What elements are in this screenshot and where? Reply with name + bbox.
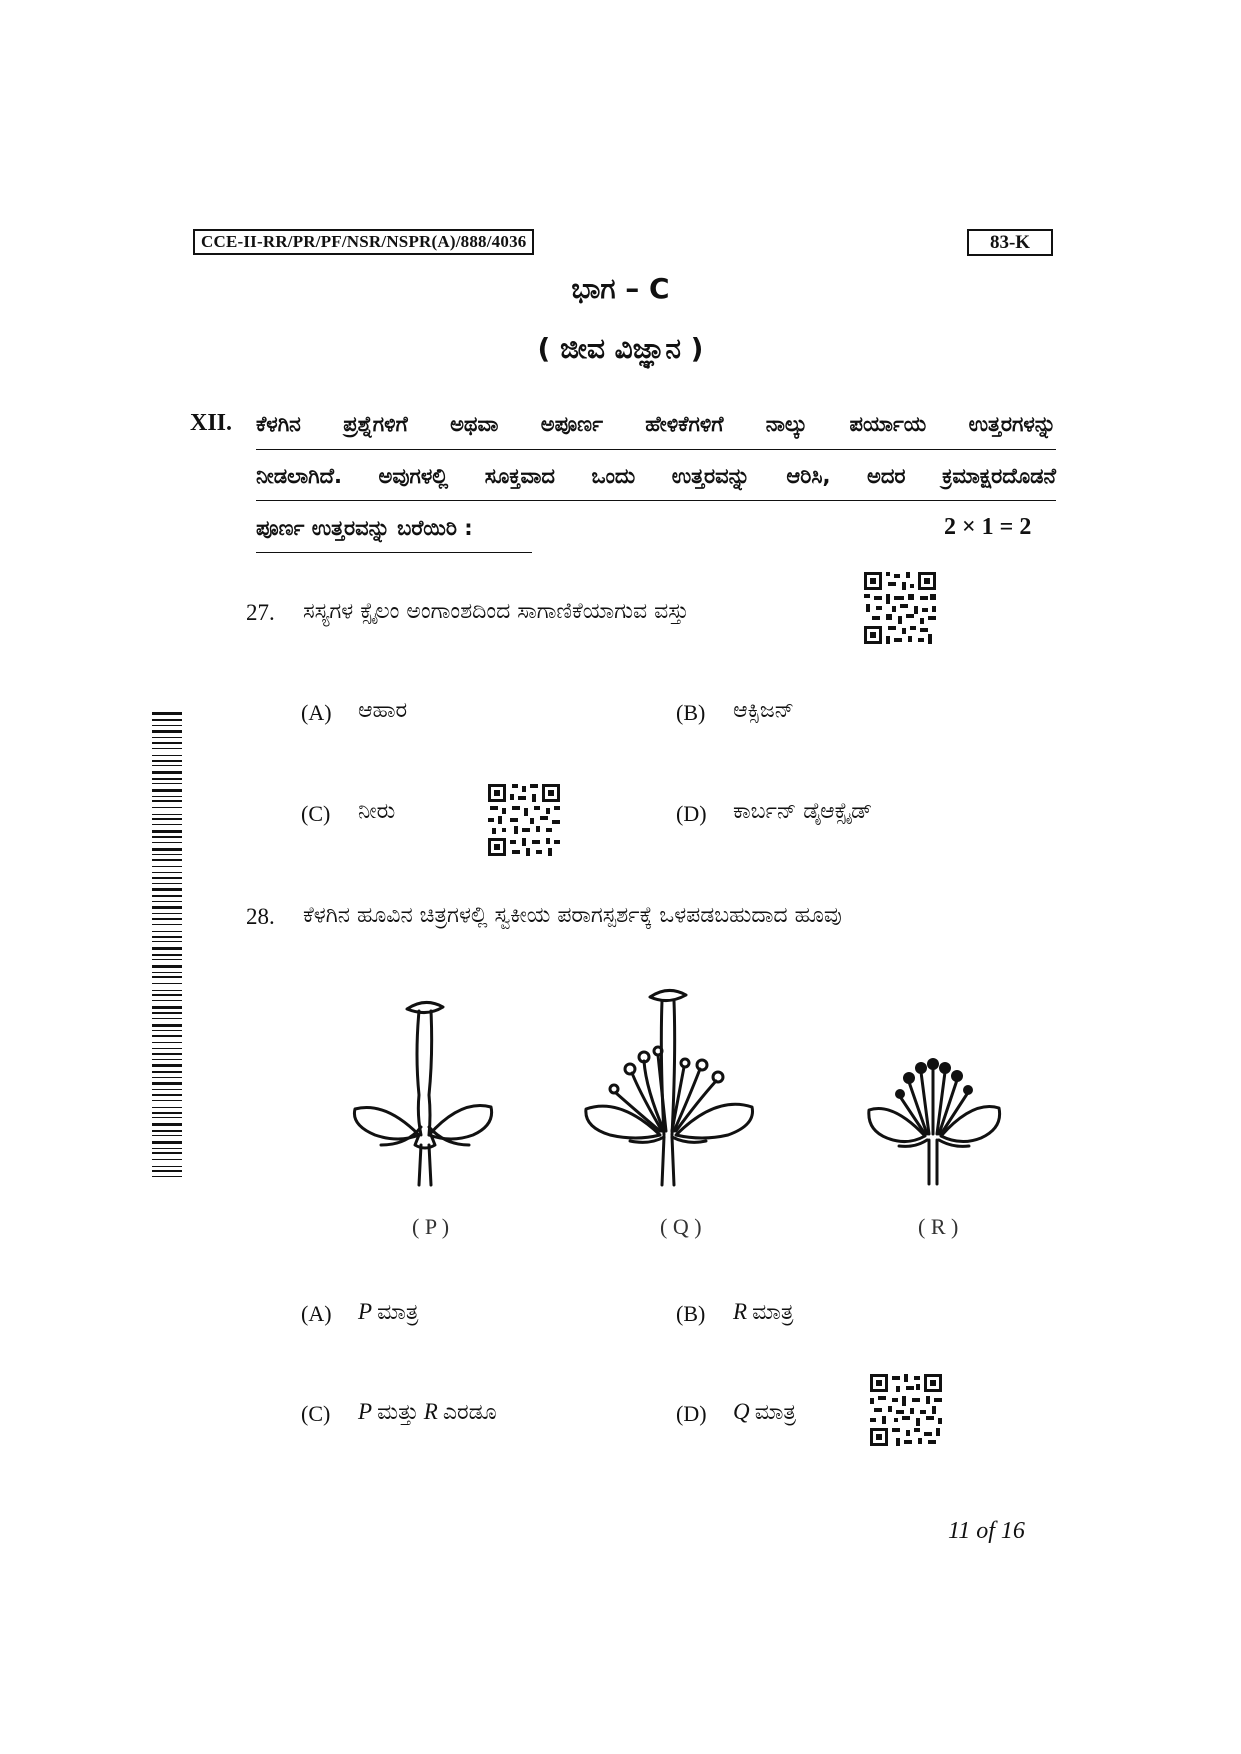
qr-code-icon	[862, 570, 938, 646]
barcode-stripe	[152, 814, 182, 815]
barcode-stripe	[152, 1159, 182, 1160]
barcode-stripe	[152, 1048, 182, 1049]
section-subtitle: ( ಜೀವ ವಿಜ್ಞಾನ )	[537, 332, 704, 365]
barcode-stripe	[152, 883, 182, 884]
barcode-stripe	[152, 877, 182, 879]
barcode-stripe	[152, 859, 182, 861]
barcode-stripe	[152, 755, 182, 756]
barcode-stripe	[152, 796, 182, 797]
barcode-stripe	[152, 737, 182, 738]
barcode-stripe	[152, 742, 182, 744]
q28-option-b	[733, 1299, 793, 1325]
barcode-stripe	[152, 854, 182, 855]
option-text: ಮತ್ತು	[377, 1400, 419, 1425]
q27-option-c-letter: (C)	[301, 801, 331, 826]
barcode-stripe	[152, 800, 182, 802]
question-28-number: 28.	[246, 904, 275, 929]
barcode-stripe	[152, 1089, 182, 1090]
barcode-stripe	[152, 976, 182, 978]
q28-option-c-letter: (C)	[301, 1401, 331, 1426]
barcode-stripe	[152, 990, 182, 991]
q27-option-d-letter: (D)	[676, 801, 707, 826]
barcode-stripe	[152, 888, 182, 891]
barcode-stripe	[152, 836, 182, 838]
option-variable: R	[733, 1299, 748, 1324]
q27-option-a-letter: (A)	[301, 700, 332, 725]
instruction-rule-2	[256, 500, 1056, 501]
barcode-stripe	[152, 807, 182, 808]
question-28-text: ಕೆಳಗಿನ ಹೂವಿನ ಚಿತ್ರಗಳಲ್ಲಿ ಸ್ವಕೀಯ ಪರಾಗಸ್ಪರ್ಶಕ್ಕೆ ಒಳಪಡಬಹುದಾದ ಹೂವು	[303, 903, 842, 928]
barcode-stripe	[152, 913, 182, 914]
question-group-number: XII.	[190, 410, 233, 436]
barcode-stripe	[152, 1071, 182, 1073]
q27-option-d-text: ಕಾರ್ಬನ್ ಡೈಆಕ್ಸೈಡ್	[733, 799, 873, 824]
barcode-stripe	[152, 818, 182, 820]
barcode-stripe	[152, 765, 182, 766]
barcode-stripe	[152, 1059, 182, 1060]
barcode-stripe	[152, 931, 182, 932]
instruction-line-3: ಪೂರ್ಣ ಉತ್ತರವನ್ನು ಬರೆಯಿರಿ :	[256, 516, 473, 540]
barcode-stripe	[152, 712, 182, 715]
option-variable: P	[358, 1299, 373, 1324]
barcode-stripe	[152, 1024, 182, 1027]
instruction-rule-1	[256, 449, 1056, 450]
barcode-stripe	[152, 760, 182, 762]
barcode-stripe	[152, 954, 182, 956]
option-text: ಮಾತ್ರ	[752, 1300, 794, 1325]
barcode-stripe	[152, 771, 182, 774]
section-title: ಭಾಗ – C	[571, 272, 670, 305]
marks-scheme: 2 × 1 = 2	[944, 514, 1032, 540]
qr-code-icon	[868, 1372, 944, 1448]
barcode-stripe	[152, 1082, 182, 1085]
instruction-line-1: ಕೆಳಗಿನ ಪ್ರಶ್ನೆಗಳಿಗೆ ಅಥವಾ ಅಪೂರ್ಣ ಹೇಳಿಕೆಗಳಿಗೆ ನಾಲ್ಕು ಪರ್ಯಾಯ ಉತ್ತರಗಳನ್ನು	[256, 412, 1056, 436]
q28-option-c	[358, 1399, 497, 1425]
barcode-stripe	[152, 936, 182, 938]
barcode-stripe	[152, 1112, 182, 1114]
question-27-text: ಸಸ್ಯಗಳ ಕ್ಸೈಲಂ ಅಂಗಾಂಶದಿಂದ ಸಾಗಾಣಿಕೆಯಾಗುವ ವಸ್ತು	[303, 599, 689, 624]
option-text: ಮಾತ್ರ	[754, 1400, 796, 1425]
barcode-stripe	[152, 918, 182, 920]
figure-label-q: ( Q )	[660, 1214, 702, 1239]
page-number: 11 of 16	[948, 1518, 1025, 1544]
barcode-stripe	[152, 1000, 182, 1001]
barcode-stripe	[152, 1018, 182, 1019]
barcode-stripe	[152, 1107, 182, 1108]
question-27-number: 27.	[246, 600, 275, 625]
barcode-stripe	[152, 1176, 182, 1177]
barcode-stripe	[152, 1117, 182, 1118]
flower-p-figure	[345, 995, 505, 1195]
option-text: ಎರಡೂ	[442, 1400, 497, 1425]
barcode-stripe	[152, 994, 182, 996]
barcode-stripe	[152, 719, 182, 721]
option-variable: Q	[733, 1399, 750, 1424]
barcode-stripe	[152, 947, 182, 950]
option-variable: P	[358, 1399, 373, 1424]
barcode-stripe	[152, 924, 182, 925]
flower-q-figure	[580, 985, 760, 1195]
barcode-stripe	[152, 1012, 182, 1014]
q28-option-a	[358, 1299, 418, 1325]
barcode-stripe	[152, 1135, 182, 1136]
barcode-stripe	[152, 959, 182, 960]
barcode-stripe	[152, 983, 182, 984]
barcode-stripe	[152, 725, 182, 726]
barcode-stripe	[152, 872, 182, 873]
barcode-stripe	[152, 1141, 182, 1144]
figure-label-p: ( P )	[412, 1214, 450, 1239]
barcode-stripe	[152, 866, 182, 867]
barcode-stripe	[152, 778, 182, 780]
barcode-stripe	[152, 783, 182, 784]
barcode-stripe	[152, 789, 182, 792]
q27-option-a-text: ಆಹಾರ	[358, 698, 408, 723]
figure-label-r: ( R )	[918, 1214, 959, 1239]
barcode-stripe	[152, 1123, 182, 1126]
barcode-stripe	[152, 906, 182, 909]
barcode-stripe	[152, 1148, 182, 1149]
q27-option-b-letter: (B)	[676, 700, 706, 725]
instruction-line-2: ನೀಡಲಾಗಿದೆ. ಅವುಗಳಲ್ಲಿ ಸೂಕ್ತವಾದ ಒಂದು ಉತ್ತರವನ್ನು ಆರಿಸಿ, ಅದರ ಕ್ರಮಾಕ್ಷರದೊಡನೆ	[256, 464, 1056, 488]
barcode-stripe	[152, 1064, 182, 1067]
q27-option-b-text: ಆಕ್ಸಿಜನ್	[733, 698, 795, 723]
instruction-rule-3	[256, 552, 532, 553]
barcode-stripe	[152, 1053, 182, 1055]
q28-option-a-letter: (A)	[301, 1301, 332, 1326]
barcode-stripe	[152, 848, 182, 851]
barcode-stripe	[152, 824, 182, 825]
barcode-stripe	[152, 748, 182, 749]
barcode-stripe	[152, 941, 182, 942]
barcode-stripe	[152, 1042, 182, 1043]
barcode-stripe	[152, 1035, 182, 1037]
barcode-stripe	[152, 1130, 182, 1132]
q28-option-d	[733, 1399, 796, 1425]
q28-option-b-letter: (B)	[676, 1301, 706, 1326]
paper-code: CCE-II-RR/PR/PF/NSR/NSPR(A)/888/4036	[193, 229, 534, 255]
subject-code: 83-K	[967, 229, 1053, 256]
barcode-stripe	[152, 901, 182, 902]
barcode-stripe	[152, 972, 182, 973]
barcode-stripe	[152, 1100, 182, 1101]
barcode-stripe	[152, 1094, 182, 1096]
barcode-stripe	[152, 730, 182, 733]
barcode-stripe	[152, 842, 182, 843]
option-text: ಮಾತ್ರ	[377, 1300, 419, 1325]
barcode-stripe	[152, 1006, 182, 1009]
qr-code-icon	[486, 782, 562, 858]
barcode-stripe	[152, 830, 182, 833]
barcode-stripe	[152, 1077, 182, 1078]
flower-r-figure	[865, 1050, 1005, 1190]
barcode-stripe	[152, 1166, 182, 1167]
q27-option-c-text: ನೀರು	[358, 799, 396, 824]
barcode-stripe	[152, 1030, 182, 1031]
barcode-icon	[152, 712, 182, 1182]
barcode-stripe	[152, 1152, 182, 1154]
barcode-stripe	[152, 965, 182, 968]
option-variable: R	[423, 1399, 438, 1424]
barcode-stripe	[152, 895, 182, 897]
q28-option-d-letter: (D)	[676, 1401, 707, 1426]
barcode-stripe	[152, 1170, 182, 1172]
